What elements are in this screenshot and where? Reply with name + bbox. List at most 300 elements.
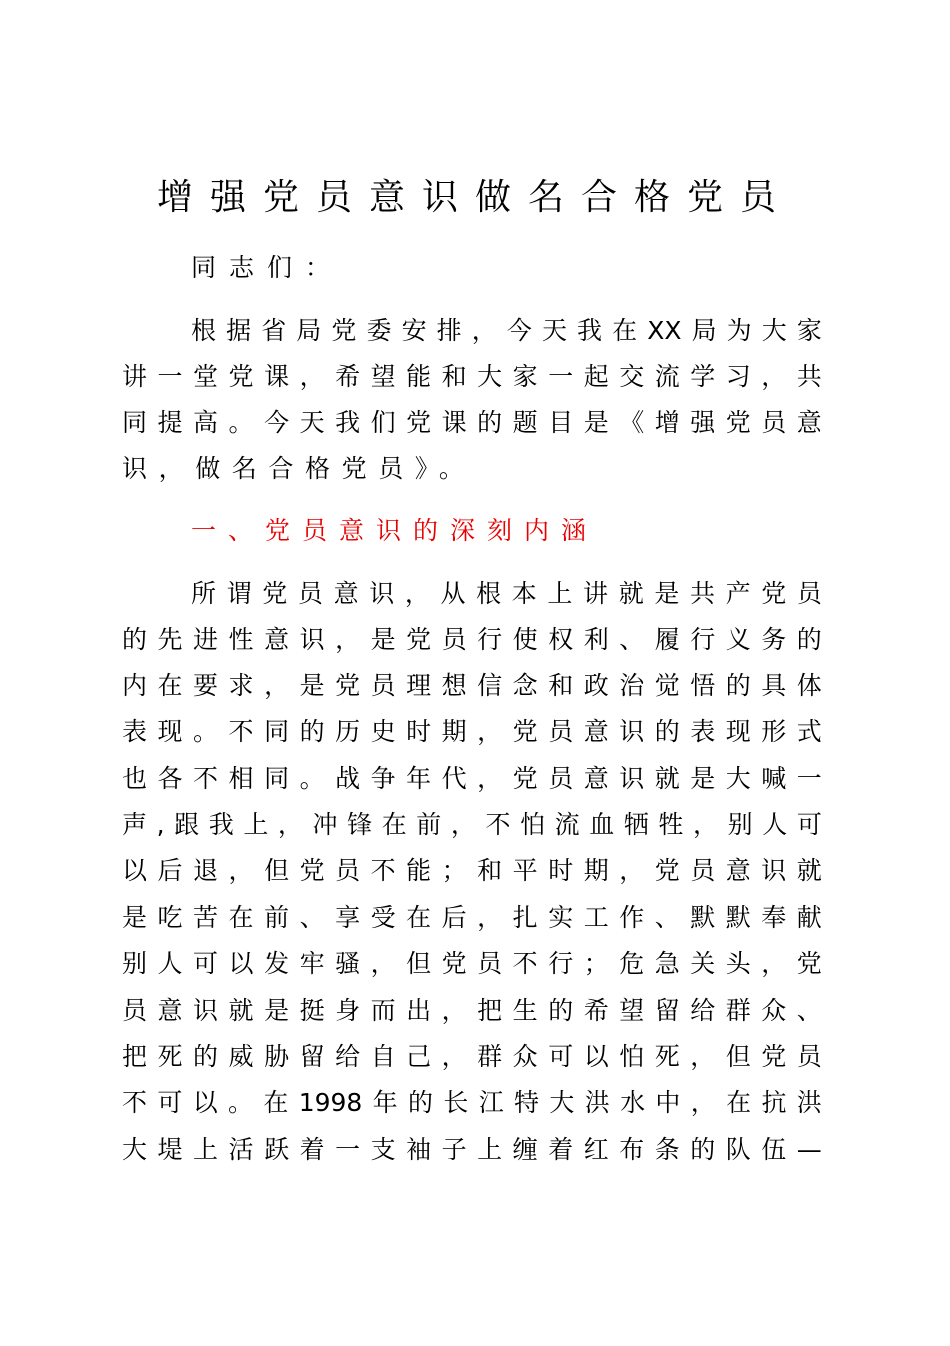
- text-glyph: 默: [725, 903, 751, 932]
- text-glyph: 党: [761, 579, 787, 608]
- text-glyph: 的: [725, 671, 751, 700]
- text-glyph: 己: [406, 1042, 432, 1071]
- text-glyph: 布: [619, 1135, 645, 1164]
- text-glyph: 我: [335, 408, 361, 437]
- paragraph2-line-4: [122, 712, 822, 752]
- text-glyph: 堂: [193, 362, 219, 391]
- text-glyph: 强: [690, 408, 716, 437]
- text-glyph: 员: [796, 1042, 822, 1071]
- text-glyph: 冲: [312, 810, 338, 839]
- text-glyph: 是: [690, 764, 716, 793]
- text-glyph: 党: [761, 1042, 787, 1071]
- text-glyph: 希: [583, 996, 609, 1025]
- text-glyph: 根: [191, 316, 217, 345]
- text-glyph: 大: [725, 764, 751, 793]
- text-glyph: 表: [690, 717, 716, 746]
- text-glyph: 是: [122, 903, 148, 932]
- text-glyph: 共: [796, 362, 822, 391]
- text-glyph: 关: [690, 949, 716, 978]
- text-glyph: 利: [583, 625, 609, 654]
- text-glyph: 史: [370, 717, 396, 746]
- text-glyph: 意: [264, 625, 290, 654]
- text-glyph: 权: [548, 625, 574, 654]
- text-glyph: 流: [654, 362, 680, 391]
- text-glyph: 识: [619, 717, 645, 746]
- text-glyph: 年: [372, 1088, 398, 1117]
- text-glyph: ，: [471, 316, 497, 345]
- text-glyph: 留: [299, 1042, 325, 1071]
- text-glyph: 员: [335, 856, 361, 885]
- text-glyph: 危: [619, 949, 645, 978]
- text-glyph: 也: [122, 764, 148, 793]
- text-glyph: 后: [441, 903, 467, 932]
- text-glyph: 奉: [761, 903, 787, 932]
- text-glyph: 能: [406, 362, 432, 391]
- text-glyph: 众: [512, 1042, 538, 1071]
- text-glyph: 课: [441, 408, 467, 437]
- text-glyph: ，: [264, 671, 290, 700]
- text-glyph: 求: [228, 671, 254, 700]
- text-glyph: 群: [477, 1042, 503, 1071]
- text-glyph: 跃: [264, 1135, 290, 1164]
- text-glyph: 省: [261, 316, 287, 345]
- paragraph2-line-1: [191, 574, 822, 614]
- text-glyph: 局: [296, 316, 322, 345]
- text-glyph: 默: [690, 903, 716, 932]
- text-glyph: 头: [725, 949, 751, 978]
- text-glyph: 大: [477, 362, 503, 391]
- text-glyph: 历: [335, 717, 361, 746]
- text-glyph: 支: [370, 1135, 396, 1164]
- text-glyph: 声: [122, 810, 148, 839]
- text-glyph: 堤: [157, 1135, 183, 1164]
- text-glyph: 课: [264, 362, 290, 391]
- text-glyph: 形: [761, 717, 787, 746]
- text-glyph: ，: [450, 810, 476, 839]
- text-glyph: 党: [796, 949, 822, 978]
- text-glyph: 的: [548, 996, 574, 1025]
- text-glyph: 但: [264, 856, 290, 885]
- text-glyph: 时: [548, 856, 574, 885]
- text-glyph: ，: [690, 1042, 716, 1071]
- text-glyph: 骚: [335, 949, 361, 978]
- text-glyph: 提: [157, 408, 183, 437]
- text-glyph: 江: [478, 1088, 504, 1117]
- text-glyph: 可: [796, 810, 822, 839]
- text-glyph: 争: [370, 764, 396, 793]
- text-glyph: 意: [157, 996, 183, 1025]
- text-glyph: 目: [548, 408, 574, 437]
- text-glyph: 而: [370, 996, 396, 1025]
- text-glyph: 是: [583, 408, 609, 437]
- text-glyph: 要: [193, 671, 219, 700]
- text-glyph: ，: [277, 810, 303, 839]
- text-glyph: 上: [477, 1135, 503, 1164]
- text-glyph: 把: [477, 996, 503, 1025]
- text-glyph: 就: [228, 996, 254, 1025]
- text-glyph: 后: [157, 856, 183, 885]
- text-glyph: 作: [619, 903, 645, 932]
- text-glyph: 使: [512, 625, 538, 654]
- text-glyph: 体: [796, 671, 822, 700]
- text-glyph: 着: [299, 1135, 325, 1164]
- text-glyph: 是: [654, 579, 680, 608]
- text-glyph: ，: [404, 579, 430, 608]
- text-glyph: 的: [193, 1042, 219, 1071]
- text-glyph: 进: [193, 625, 219, 654]
- text-glyph: 党: [228, 362, 254, 391]
- text-glyph: 一: [335, 1135, 361, 1164]
- text-glyph: 就: [618, 579, 644, 608]
- text-glyph: 望: [370, 362, 396, 391]
- text-glyph: 、: [654, 903, 680, 932]
- text-glyph: 员: [796, 579, 822, 608]
- text-glyph: 发: [264, 949, 290, 978]
- text-glyph: 是: [370, 625, 396, 654]
- paragraph2-line-7: [122, 851, 822, 891]
- text-glyph: 死: [654, 1042, 680, 1071]
- text-glyph: 内: [122, 671, 148, 700]
- text-glyph: 袖: [406, 1135, 432, 1164]
- text-glyph: 可: [157, 1088, 183, 1117]
- text-glyph: 锋: [347, 810, 373, 839]
- text-glyph: 享: [335, 903, 361, 932]
- text-glyph: 挺: [299, 996, 325, 1025]
- text-glyph: 员: [297, 579, 323, 608]
- text-glyph: 共: [689, 579, 715, 608]
- text-glyph: 今: [506, 316, 532, 345]
- text-glyph: 自: [370, 1042, 396, 1071]
- paragraph1-line-2: [122, 357, 822, 397]
- text-glyph: 众: [761, 996, 787, 1025]
- text-glyph: ，: [441, 996, 467, 1025]
- text-glyph: 大: [549, 1088, 575, 1117]
- text-glyph: 理: [406, 671, 432, 700]
- text-glyph: 家: [796, 316, 822, 345]
- text-glyph: 悟: [690, 671, 716, 700]
- text-glyph: 根: [476, 579, 502, 608]
- text-glyph: 在: [612, 316, 638, 345]
- text-glyph: 增: [654, 408, 680, 437]
- text-glyph: 识: [193, 996, 219, 1025]
- text-glyph: 希: [335, 362, 361, 391]
- text-glyph: 意: [796, 408, 822, 437]
- text-glyph: 不: [228, 717, 254, 746]
- text-glyph: 同: [264, 717, 290, 746]
- text-glyph: 相: [228, 764, 254, 793]
- text-glyph: 行: [690, 625, 716, 654]
- text-glyph: 代: [441, 764, 467, 793]
- text-glyph: 党: [335, 671, 361, 700]
- text-glyph: 识: [369, 579, 395, 608]
- text-glyph: 一: [157, 362, 183, 391]
- text-glyph: ，: [761, 949, 787, 978]
- text-glyph: 我: [208, 810, 234, 839]
- text-glyph: 党: [331, 316, 357, 345]
- text-glyph: 牲: [658, 810, 684, 839]
- text-glyph: 受: [370, 903, 396, 932]
- text-glyph: ，: [619, 856, 645, 885]
- text-glyph: 条: [654, 1135, 680, 1164]
- text-glyph: 觉: [654, 671, 680, 700]
- text-glyph: 在: [381, 810, 407, 839]
- text-glyph: 员: [548, 717, 574, 746]
- text-glyph: 意: [333, 579, 359, 608]
- text-glyph: 、: [796, 996, 822, 1025]
- text-glyph: ，: [477, 764, 503, 793]
- text-glyph: 高: [193, 408, 219, 437]
- text-glyph: 人: [762, 810, 788, 839]
- text-glyph: 战: [335, 764, 361, 793]
- text-glyph: 。: [299, 764, 325, 793]
- text-glyph: 怕: [619, 1042, 645, 1071]
- paragraph2-line-9: [122, 944, 822, 984]
- text-glyph: 流: [554, 810, 580, 839]
- text-glyph: 1998: [298, 1088, 363, 1117]
- text-glyph: 。: [228, 408, 254, 437]
- text-glyph: 识: [299, 625, 325, 654]
- text-glyph: 跟: [174, 810, 200, 839]
- text-glyph: ；: [583, 949, 609, 978]
- text-glyph: 死: [157, 1042, 183, 1071]
- text-glyph: 党: [262, 579, 288, 608]
- text-glyph: 治: [619, 671, 645, 700]
- text-glyph: ，: [477, 717, 503, 746]
- text-glyph: 长: [443, 1088, 469, 1117]
- paragraph1-line-1: [191, 311, 822, 351]
- text-glyph: 身: [335, 996, 361, 1025]
- text-glyph: 大: [122, 1135, 148, 1164]
- text-glyph: 平: [512, 856, 538, 885]
- text-glyph: 在: [228, 903, 254, 932]
- text-glyph: 群: [725, 996, 751, 1025]
- text-glyph: 员: [370, 671, 396, 700]
- text-glyph: 前: [264, 903, 290, 932]
- text-glyph: 们: [370, 408, 396, 437]
- text-glyph: 吃: [157, 903, 183, 932]
- text-glyph: 的: [408, 1088, 434, 1117]
- text-glyph: 同: [122, 408, 148, 437]
- text-glyph: ，: [690, 1088, 716, 1117]
- text-glyph: 胁: [264, 1042, 290, 1071]
- text-glyph: 各: [157, 764, 183, 793]
- text-glyph: 抗: [761, 1088, 787, 1117]
- text-glyph: ，: [299, 362, 325, 391]
- text-glyph: 意: [583, 717, 609, 746]
- text-glyph: 生: [512, 996, 538, 1025]
- text-glyph: 。: [228, 1088, 254, 1117]
- text-glyph: 我: [577, 316, 603, 345]
- text-glyph: 和: [477, 856, 503, 885]
- text-glyph: 党: [406, 625, 432, 654]
- text-glyph: 一: [796, 764, 822, 793]
- text-glyph: 但: [406, 949, 432, 978]
- text-glyph: 现: [157, 717, 183, 746]
- text-glyph: 同: [264, 764, 290, 793]
- text-glyph: 给: [690, 996, 716, 1025]
- text-glyph: ，: [693, 810, 719, 839]
- text-glyph: 党: [512, 764, 538, 793]
- text-glyph: 以: [122, 856, 148, 885]
- text-glyph: 上: [547, 579, 573, 608]
- text-glyph: 不: [512, 949, 538, 978]
- text-glyph: 和: [441, 362, 467, 391]
- paragraph2-line-2: [122, 620, 822, 660]
- text-glyph: 员: [548, 764, 574, 793]
- text-glyph: 在: [157, 671, 183, 700]
- text-glyph: 可: [548, 1042, 574, 1071]
- text-glyph: 员: [441, 625, 467, 654]
- text-glyph: 实: [548, 903, 574, 932]
- text-glyph: 特: [514, 1088, 540, 1117]
- text-glyph: 是: [264, 996, 290, 1025]
- text-glyph: 党: [512, 717, 538, 746]
- text-glyph: 以: [583, 1042, 609, 1071]
- text-glyph: 的: [654, 717, 680, 746]
- text-glyph: 党: [725, 408, 751, 437]
- text-glyph: 急: [654, 949, 680, 978]
- text-glyph: 讲: [583, 579, 609, 608]
- section-heading: 一、党员意识的深刻内涵: [191, 516, 599, 545]
- text-glyph: 以: [192, 1088, 218, 1117]
- text-glyph: XX: [647, 316, 682, 345]
- text-glyph: 党: [299, 856, 325, 885]
- text-glyph: 排: [436, 316, 462, 345]
- text-glyph: 牺: [623, 810, 649, 839]
- text-glyph: 一: [548, 362, 574, 391]
- text-glyph: 大: [761, 316, 787, 345]
- text-glyph: 起: [583, 362, 609, 391]
- text-glyph: 的: [122, 625, 148, 654]
- text-glyph: 产: [725, 579, 751, 608]
- text-glyph: 行: [548, 949, 574, 978]
- paragraph1-line-3: [122, 403, 822, 443]
- text-glyph: 和: [548, 671, 574, 700]
- text-glyph: ，: [228, 856, 254, 885]
- text-glyph: 但: [725, 1042, 751, 1071]
- text-glyph: 据: [226, 316, 252, 345]
- paragraph2-line-12: [122, 1083, 822, 1123]
- text-glyph: 前: [416, 810, 442, 839]
- text-glyph: 念: [512, 671, 538, 700]
- text-glyph: 意: [583, 764, 609, 793]
- text-glyph: 本: [511, 579, 537, 608]
- text-glyph: 员: [761, 408, 787, 437]
- text-glyph: 员: [122, 996, 148, 1025]
- text-glyph: 血: [589, 810, 615, 839]
- greeting: 同志们：: [191, 253, 344, 282]
- text-glyph: 以: [228, 949, 254, 978]
- text-glyph: 员: [477, 949, 503, 978]
- text-glyph: 不: [370, 856, 396, 885]
- text-glyph: 别: [727, 810, 753, 839]
- paragraph2-line-3: [122, 666, 822, 706]
- text-glyph: 是: [299, 671, 325, 700]
- paragraph2-line-13: [122, 1130, 822, 1170]
- text-glyph: 员: [690, 856, 716, 885]
- text-glyph: 的: [299, 717, 325, 746]
- text-glyph: 党: [406, 408, 432, 437]
- text-glyph: 委: [366, 316, 392, 345]
- text-glyph: 家: [512, 362, 538, 391]
- text-glyph: 献: [796, 903, 822, 932]
- text-glyph: 苦: [193, 903, 219, 932]
- text-glyph: 退: [193, 856, 219, 885]
- text-glyph: 谓: [226, 579, 252, 608]
- text-glyph: 、: [299, 903, 325, 932]
- text-glyph: 工: [583, 903, 609, 932]
- text-glyph: 扎: [512, 903, 538, 932]
- text-glyph: 想: [441, 671, 467, 700]
- text-glyph: 洪: [584, 1088, 610, 1117]
- text-glyph: 先: [157, 625, 183, 654]
- paragraph2-line-5: [122, 759, 822, 799]
- text-glyph: 、: [619, 625, 645, 654]
- text-glyph: 天: [541, 316, 567, 345]
- text-glyph: 上: [193, 1135, 219, 1164]
- text-glyph: 喊: [761, 764, 787, 793]
- text-glyph: ，: [335, 625, 361, 654]
- text-glyph: 期: [583, 856, 609, 885]
- text-glyph: 党: [441, 949, 467, 978]
- text-glyph: 红: [583, 1135, 609, 1164]
- text-glyph: 交: [619, 362, 645, 391]
- text-glyph: 人: [157, 949, 183, 978]
- text-glyph: ，: [370, 949, 396, 978]
- text-glyph: 期: [441, 717, 467, 746]
- text-glyph: 习: [725, 362, 751, 391]
- text-glyph: 局: [691, 316, 717, 345]
- text-glyph: 务: [761, 625, 787, 654]
- text-glyph: 子: [441, 1135, 467, 1164]
- text-glyph: 怕: [520, 810, 546, 839]
- text-glyph: 性: [228, 625, 254, 654]
- text-glyph: 就: [796, 856, 822, 885]
- text-glyph: 。: [193, 717, 219, 746]
- text-glyph: 识: [761, 856, 787, 885]
- text-glyph: 在: [726, 1088, 752, 1117]
- text-glyph: ，: [441, 1042, 467, 1071]
- text-glyph: ,: [156, 810, 165, 839]
- text-glyph: 给: [335, 1042, 361, 1071]
- text-glyph: 表: [122, 717, 148, 746]
- text-glyph: 讲: [122, 362, 148, 391]
- text-glyph: 的: [690, 1135, 716, 1164]
- text-glyph: 意: [725, 856, 751, 885]
- text-glyph: 行: [477, 625, 503, 654]
- text-glyph: 不: [122, 1088, 148, 1117]
- text-glyph: 义: [725, 625, 751, 654]
- text-glyph: 在: [263, 1088, 289, 1117]
- text-glyph: 学: [690, 362, 716, 391]
- text-glyph: 能: [406, 856, 432, 885]
- paragraph2-line-8: [122, 898, 822, 938]
- text-glyph: 政: [583, 671, 609, 700]
- paragraph1-line-4: 识，做名合格党员》。: [122, 454, 476, 483]
- text-glyph: 现: [725, 717, 751, 746]
- text-glyph: 式: [796, 717, 822, 746]
- text-glyph: —: [796, 1135, 822, 1164]
- text-glyph: 上: [243, 810, 269, 839]
- text-glyph: 识: [619, 764, 645, 793]
- text-glyph: 党: [654, 856, 680, 885]
- paragraph2-line-10: [122, 991, 822, 1031]
- text-glyph: 洪: [796, 1088, 822, 1117]
- text-glyph: ；: [441, 856, 467, 885]
- text-glyph: 不: [193, 764, 219, 793]
- text-glyph: 为: [726, 316, 752, 345]
- text-glyph: 履: [654, 625, 680, 654]
